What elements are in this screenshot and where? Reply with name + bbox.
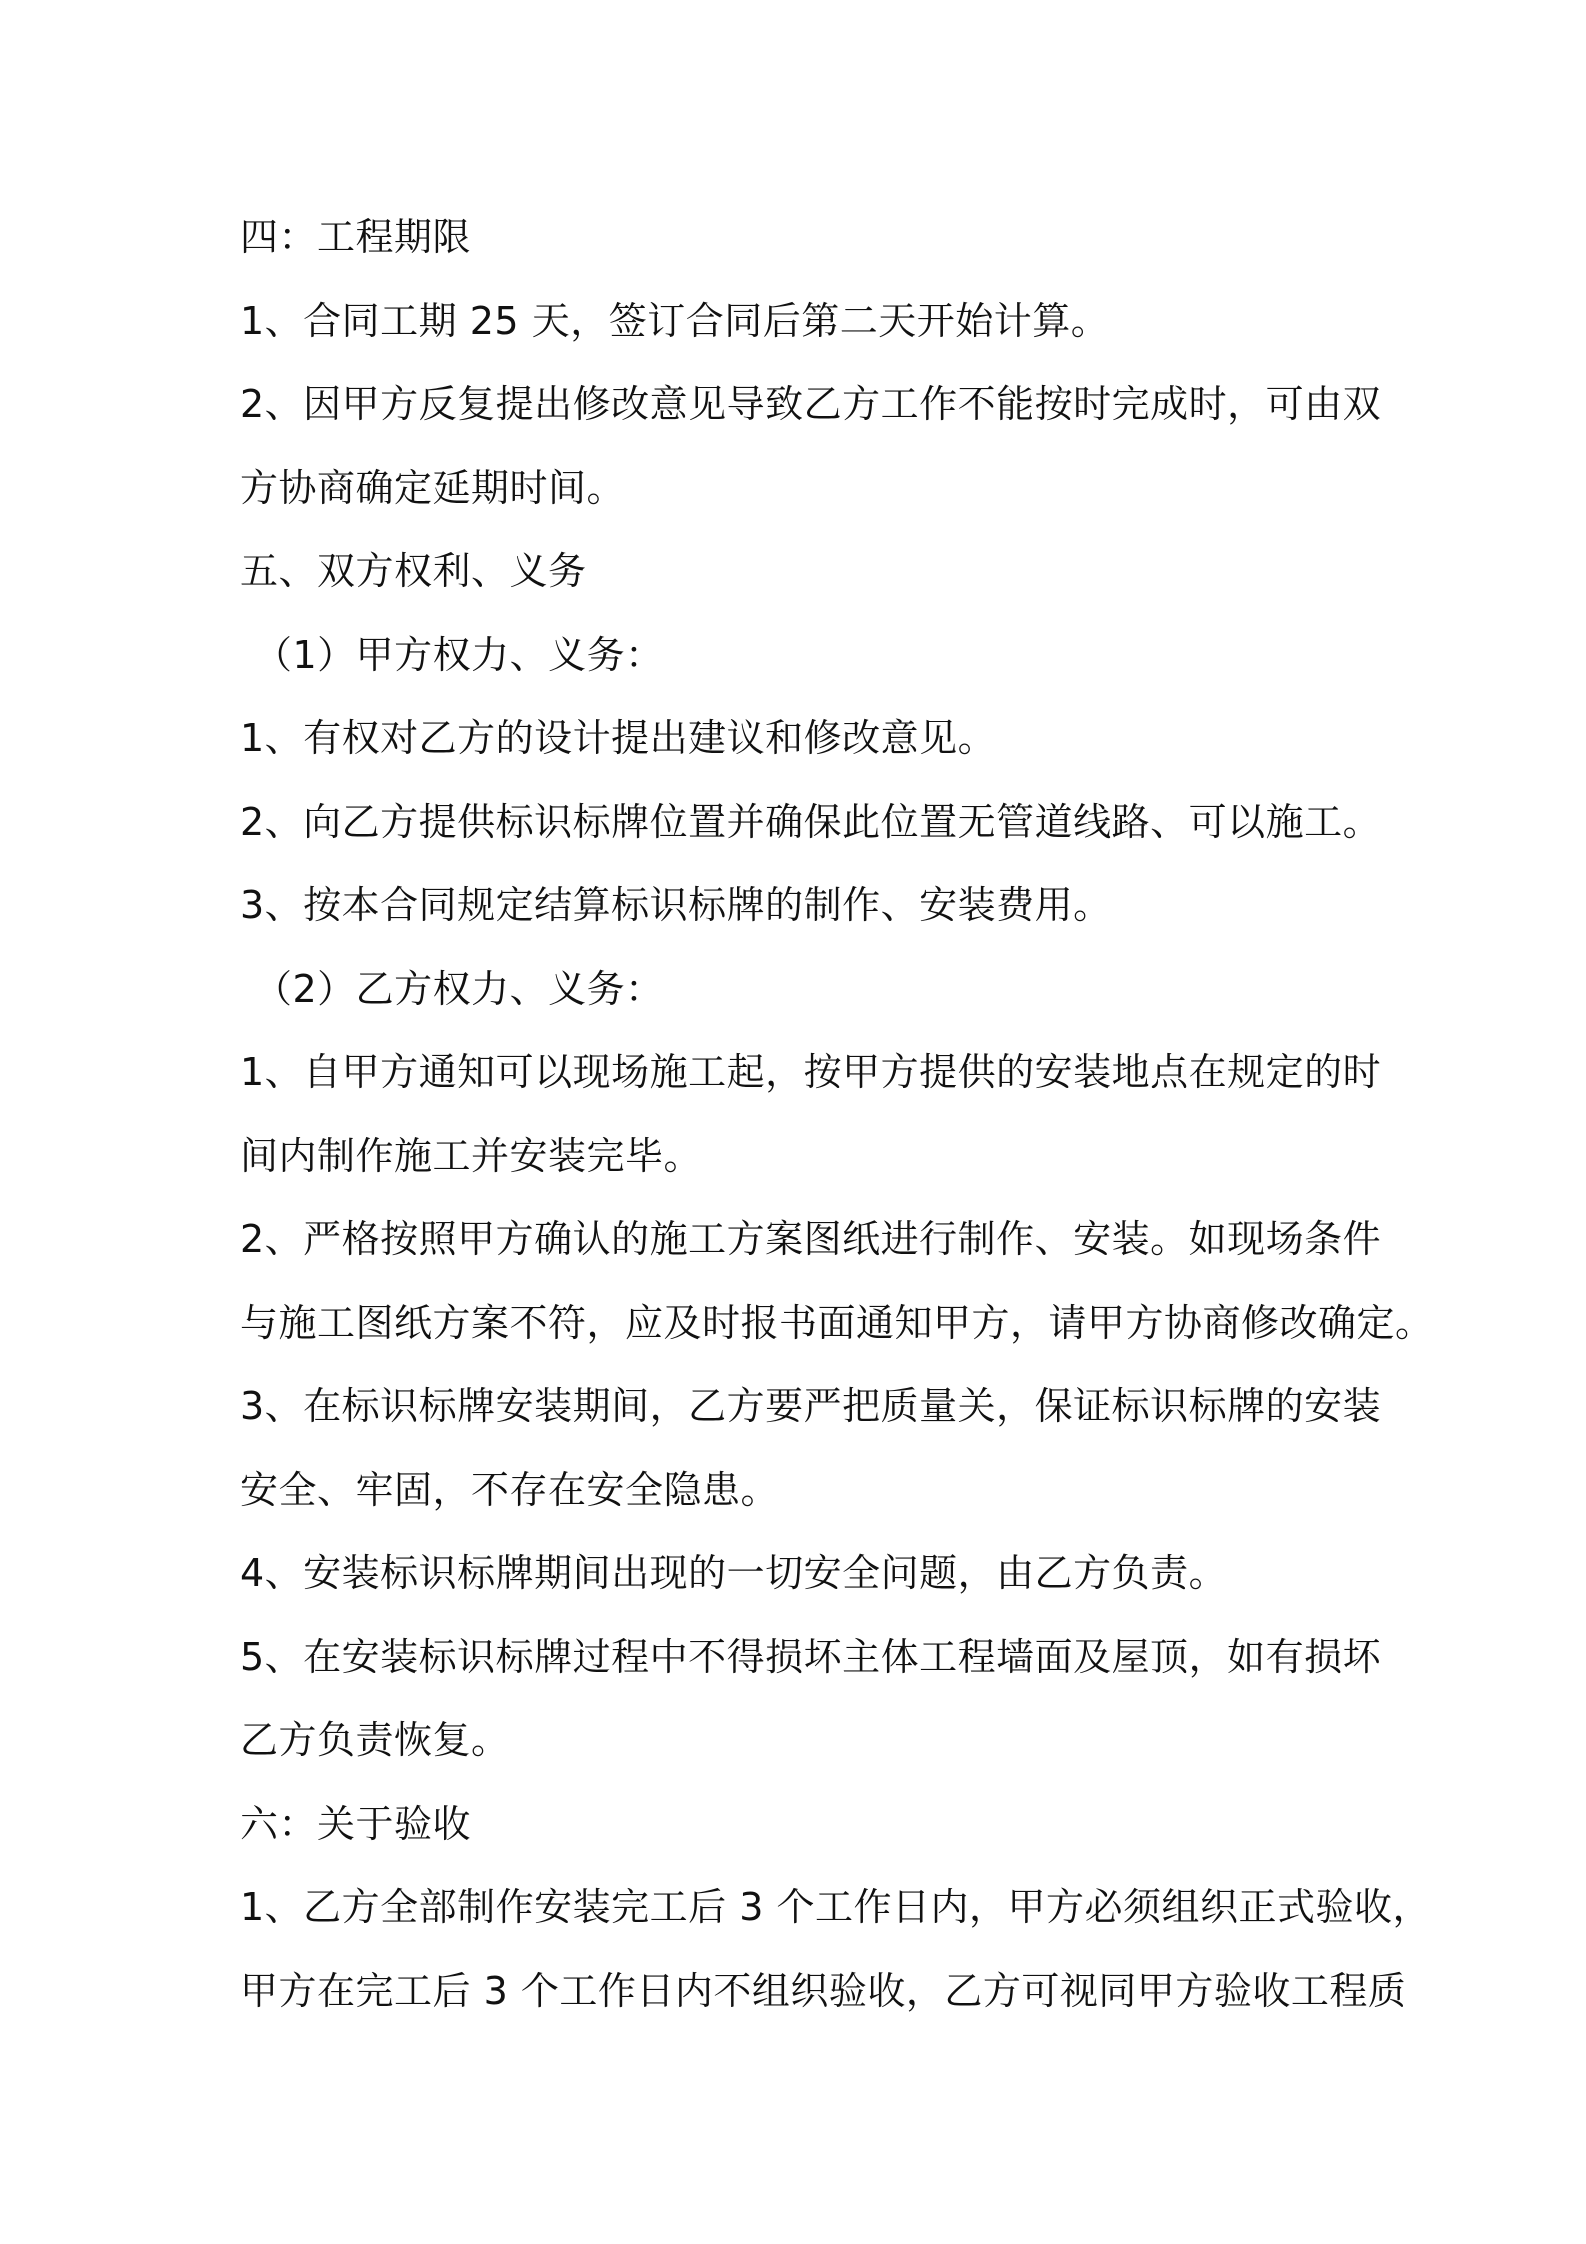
section-heading-acceptance: 六：关于验收 <box>240 1801 472 1846</box>
paragraph-line: 5、在安装标识标牌过程中不得损坏主体工程墙面及屋顶，如有损坏 <box>240 1634 1382 1679</box>
section-heading-rights: 五、双方权利、义务 <box>240 549 587 593</box>
paragraph-line: 4、安装标识标牌期间出现的一切安全问题，由乙方负责。 <box>240 1551 1228 1595</box>
subsection-heading-party-b: （2）乙方权力、义务： <box>254 966 664 1011</box>
paragraph-line: 1、合同工期 25 天，签订合同后第二天开始计算。 <box>240 298 1110 343</box>
paragraph-line: 乙方负责恢复。 <box>240 1718 510 1762</box>
subsection-heading-party-a: （1）甲方权力、义务： <box>254 632 664 677</box>
paragraph-line: 2、严格按照甲方确认的施工方案图纸进行制作、安装。如现场条件 <box>240 1217 1382 1261</box>
paragraph-line: 安全、牢固，不存在安全隐患。 <box>240 1467 780 1512</box>
paragraph-line: 3、按本合同规定结算标识标牌的制作、安装费用。 <box>240 883 1112 927</box>
paragraph-line: 与施工图纸方案不符，应及时报书面通知甲方，请甲方协商修改确定。 <box>240 1300 1434 1345</box>
document-body <box>240 196 1434 2033</box>
section-heading-schedule: 四：工程期限 <box>240 215 472 259</box>
paragraph-line: 1、自甲方通知可以现场施工起，按甲方提供的安装地点在规定的时 <box>240 1050 1382 1094</box>
paragraph-line: 2、因甲方反复提出修改意见导致乙方工作不能按时完成时，可由双 <box>240 382 1382 426</box>
paragraph-line: 甲方在完工后 3 个工作日内不组织验收，乙方可视同甲方验收工程质 <box>240 1968 1407 2013</box>
paragraph-line: 3、在标识标牌安装期间，乙方要严把质量关，保证标识标牌的安装 <box>240 1384 1382 1428</box>
paragraph-line: 间内制作施工并安装完毕。 <box>240 1133 703 1178</box>
paragraph-line: 1、有权对乙方的设计提出建议和修改意见。 <box>240 716 997 760</box>
paragraph-line: 1、乙方全部制作安装完工后 3 个工作日内，甲方必须组织正式验收， <box>240 1885 1432 1929</box>
paragraph-line: 方协商确定延期时间。 <box>240 465 626 510</box>
paragraph-line: 2、向乙方提供标识标牌位置并确保此位置无管道线路、可以施工。 <box>240 799 1382 844</box>
